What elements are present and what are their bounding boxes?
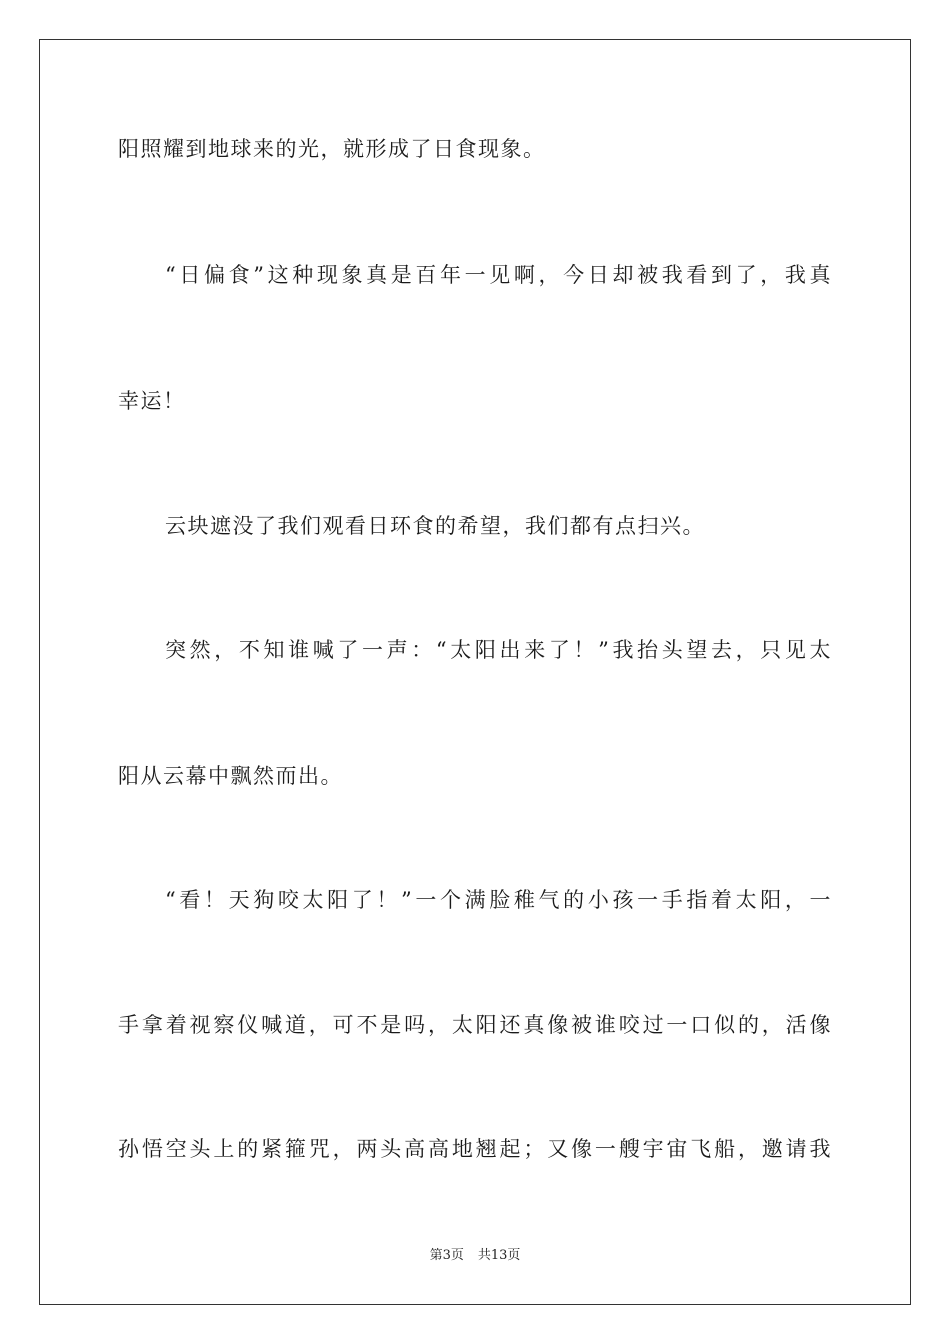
page-total: 共13页 [477, 1248, 521, 1263]
text-line: “日偏食”这种现象真是百年一见啊，今日却被我看到了，我真 [165, 263, 832, 287]
text-line: 阳照耀到地球来的光，就形成了日食现象。 [118, 137, 546, 161]
text-line: 突然，不知谁喊了一声：“太阳出来了！”我抬头望去，只见太 [165, 638, 832, 662]
text-line: 孙悟空头上的紧箍咒，两头高高地翘起；又像一艘宇宙飞船，邀请我 [118, 1137, 832, 1161]
text-line: “看！天狗咬太阳了！”一个满脸稚气的小孩一手指着太阳，一 [165, 888, 832, 912]
page-footer [0, 1247, 950, 1265]
page-border [39, 39, 911, 1305]
page-number: 第3页 [429, 1248, 464, 1263]
text-line: 云块遮没了我们观看日环食的希望，我们都有点扫兴。 [165, 514, 705, 538]
text-line: 幸运！ [118, 389, 186, 413]
text-line: 阳从云幕中飘然而出。 [118, 764, 343, 788]
text-line: 手拿着视察仪喊道，可不是吗，太阳还真像被谁咬过一口似的，活像 [118, 1013, 832, 1037]
